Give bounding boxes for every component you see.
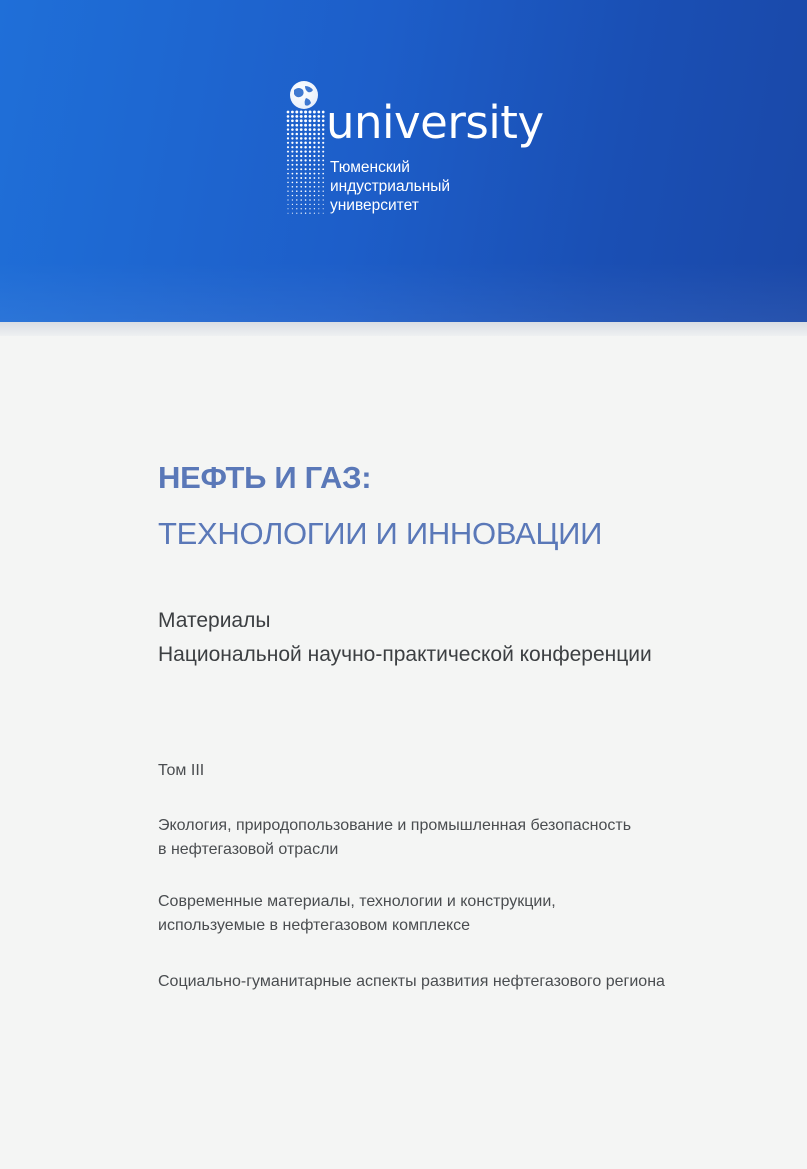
volume-label: Том III [158,762,205,779]
logo-subtitle-line: университет [330,197,419,214]
banner-divider [0,322,807,336]
topic-line: Экология, природопользование и промышленная безопасность [158,817,632,834]
topic-line: Современные материалы, технологии и конструкции, [158,893,556,910]
topic-item [158,970,665,994]
main-title-line2: ТЕХНОЛОГИИ И ИННОВАЦИИ [158,516,603,551]
main-title-line1: НЕФТЬ И ГАЗ: [158,460,372,495]
logo-subtitle-line: Тюменский [330,159,410,176]
subtitle-line2: Национальной научно-практической конференции [158,643,652,666]
header-banner [0,0,807,322]
logo-mark-icon [284,78,332,218]
topic-item [158,814,631,862]
globe-icon [290,81,318,109]
topic-line: в нефтегазовой отрасли [158,841,339,858]
topic-line: Социально-гуманитарные аспекты развития нефтегазового региона [158,973,665,990]
logo-subtitle [330,158,450,215]
topic-line: используемые в нефтегазовом комплексе [158,917,471,934]
logo-subtitle-line: индустриальный [330,178,451,195]
topic-item [158,890,556,938]
university-logo [284,78,544,218]
subtitle-line1: Материалы [158,609,271,632]
logo-wordmark: university [326,96,544,149]
